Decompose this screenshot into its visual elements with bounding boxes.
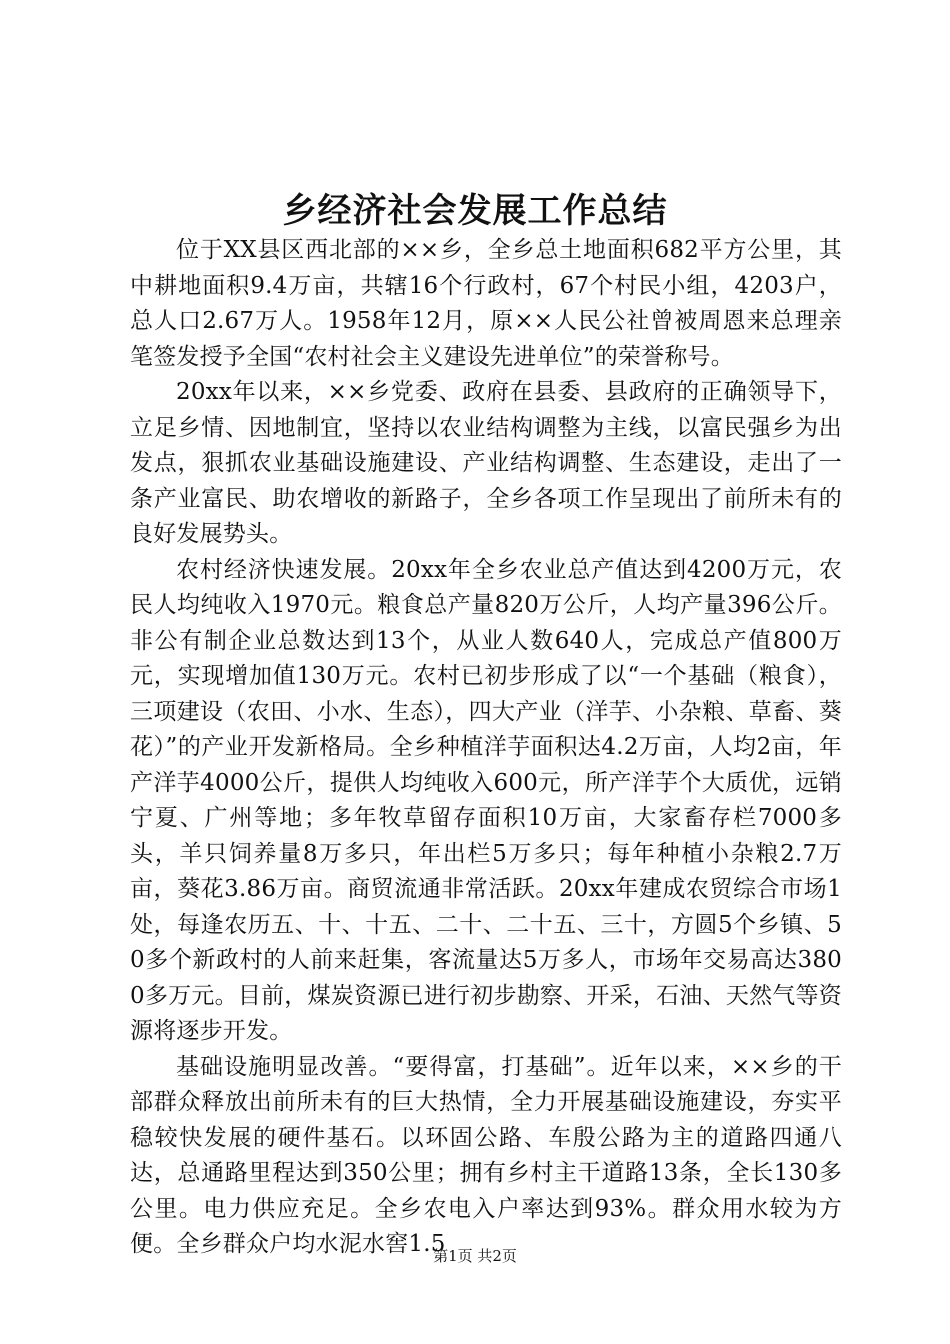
paragraph-overview: 20xx年以来，××乡党委、政府在县委、县政府的正确领导下，立足乡情、因地制宜，坚持以农业结构调整为主线，以富民强乡为出发点，狠抓农业基础设施建设、产业结构调整、生态建设，走出了一条产业富民、助农增收的新路子，全乡各项工作呈现出了前所未有的良好发展势头。 — [130, 379, 842, 547]
paragraph-infrastructure: 基础设施明显改善。“要得富，打基础”。近年以来，××乡的干部群众释放出前所未有的巨大热情，全力开展基础设施建设，夯实平稳较快发展的硬件基石。以环固公路、车殷公路为主的道路四通八达，总通路里程达到350公里；拥有乡村主干道路13条，全长130多公里。电力供应充足。全乡农电入户率达到93%。群众用水较为方便。全乡群众户均水泥水窖1.5 — [130, 1053, 842, 1257]
page-footer: 第1页 共2页 — [433, 1247, 517, 1265]
document-body — [130, 233, 842, 1263]
paragraph-economy: 农村经济快速发展。20xx年全乡农业总产值达到4200万元，农民人均纯收入1970元。粮食总产量820万公斤，人均产量396公斤。非公有制企业总数达到13个，从业人数640人，完成总产值800万元，实现增加值130万元。农村已初步形成了以“一个基础（粮食），三项建设（农田、小水、生态），四大产业（洋芋、小杂粮、草畜、葵花）”的产业开发新格局。全乡种植洋芋面积达4.2万亩，人均2亩，年产洋芋4000公斤，提供人均纯收入600元，所产洋芋个大质优，远销宁夏、广州等地；多年牧草留存面积10万亩，大家畜存栏7000多头，羊只饲养量8万多只，年出栏5万多只；每年种植小杂粮2.7万亩，葵花3.86万亩。商贸流通非常活跃。20xx年建成农贸综合市场1处，每逢农历五、十、十五、二十、二十五、三十，方圆5个乡镇、50多个新政村的人前来赶集，客流量达5万多人，市场年交易高达3800多万元。目前，煤炭资源已进行初步勘察、开采，石油、天然气等资源将逐步开发。 — [130, 556, 842, 1044]
document-title: 乡经济社会发展工作总结 — [282, 191, 668, 231]
paragraph-intro: 位于XX县区西北部的××乡，全乡总土地面积682平方公里，其中耕地面积9.4万亩，共辖16个行政村，67个村民小组，4203户，总人口2.67万人。1958年12月，原××人民公社曾被周恩来总理亲笔签发授予全国“农村社会主义建设先进单位”的荣誉称号。 — [130, 237, 842, 370]
